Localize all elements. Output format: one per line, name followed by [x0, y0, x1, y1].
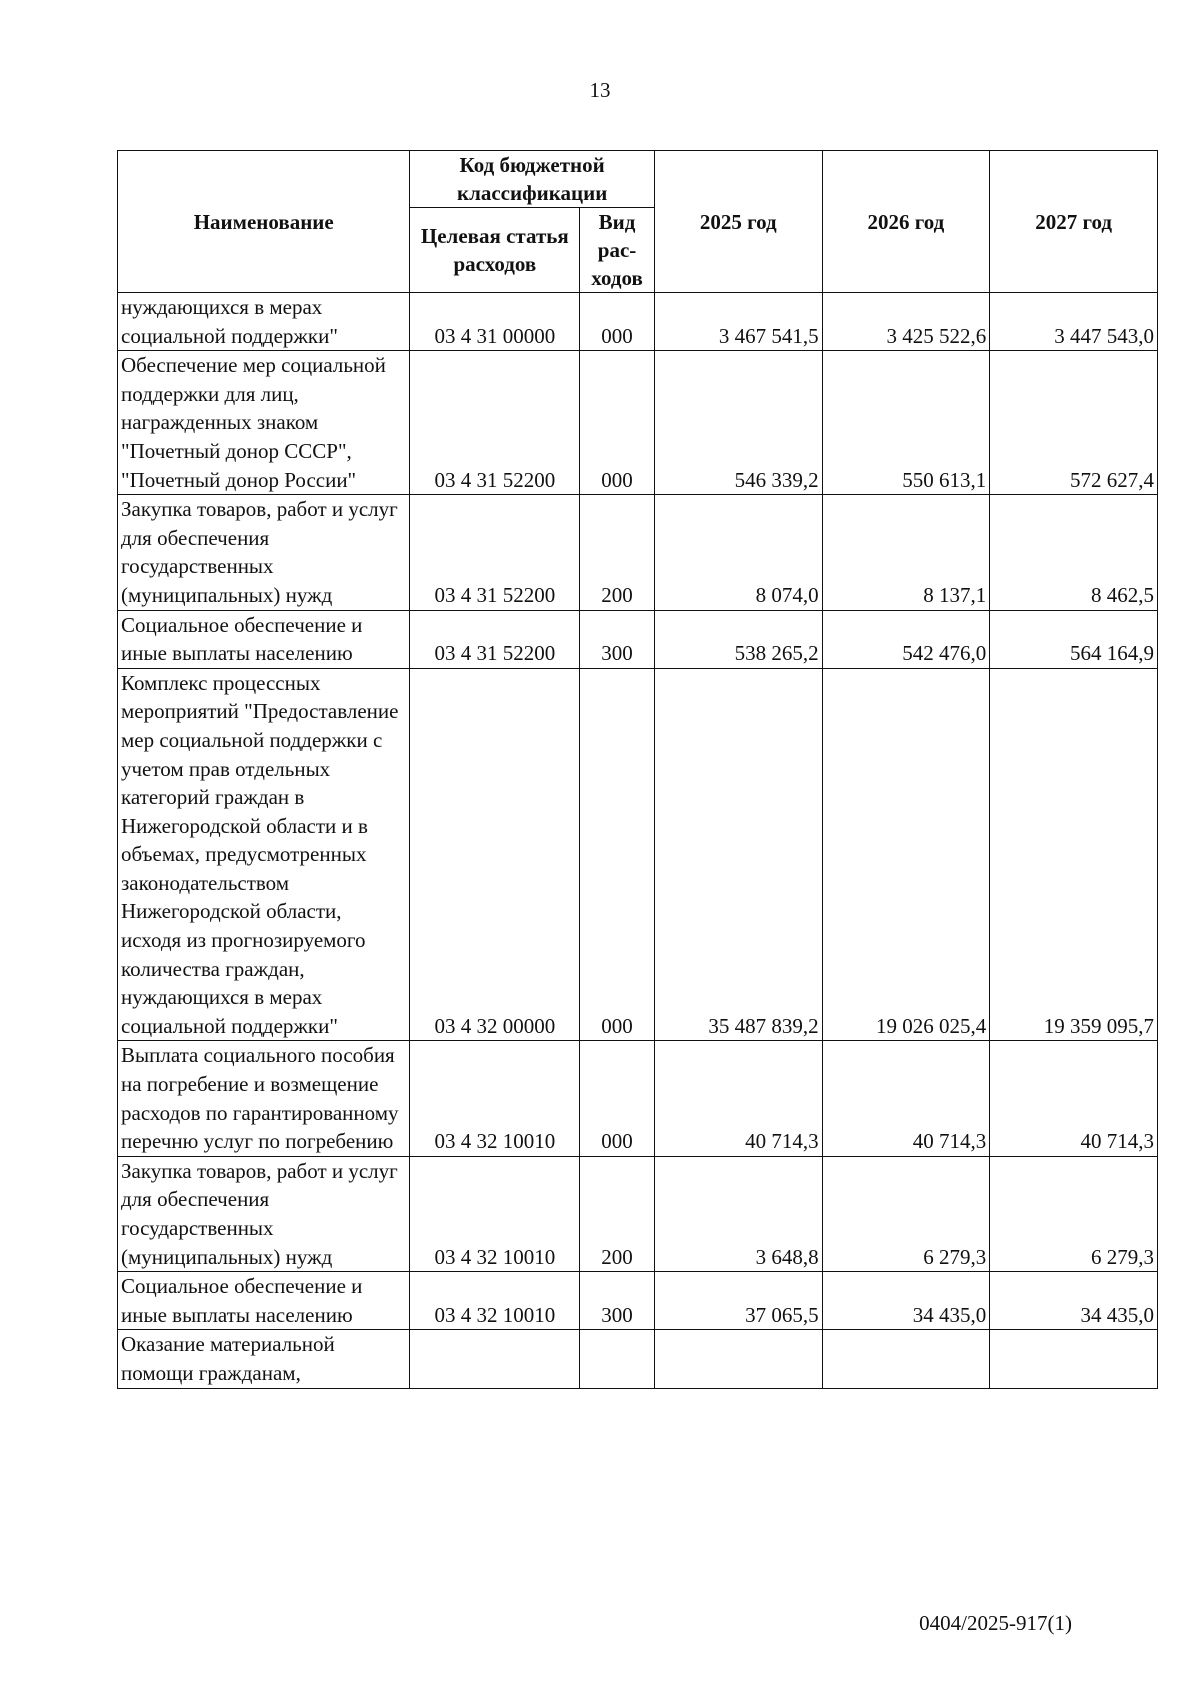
row-target-article-cell: 03 4 31 52200 — [410, 351, 580, 495]
row-expense-type-cell: 200 — [580, 1156, 655, 1271]
table-row — [118, 1330, 1158, 1388]
row-name-cell: Выплата социального пособия на погребение и возмещение расходов по гарантированному перечню услуг по погребению — [118, 1041, 410, 1156]
row-name-cell: Комплекс процессных мероприятий "Предоставление мер социальной поддержки с учетом прав отдельных категорий граждан в Нижегородской области и в объемах, предусмотренных законодательством Нижегородской области, исходя из прогнозируемого количества граждан, нуждающихся в мерах социальной поддержки" — [118, 668, 410, 1041]
row-2027-cell: 34 435,0 — [990, 1272, 1158, 1330]
row-2025-cell: 37 065,5 — [654, 1272, 822, 1330]
row-2027-cell: 19 359 095,7 — [990, 668, 1158, 1041]
row-expense-type-cell — [580, 1330, 655, 1388]
row-expense-type-cell: 000 — [580, 668, 655, 1041]
table-row — [118, 1041, 1158, 1156]
row-expense-type-cell: 300 — [580, 1272, 655, 1330]
row-name-cell: Обеспечение мер социальной поддержки для лиц, награжденных знаком "Почетный донор СССР", "Почетный донор России" — [118, 351, 410, 495]
row-2026-cell — [822, 1330, 990, 1388]
table-row — [118, 495, 1158, 610]
header-expense-type: Вид рас-ходов — [580, 208, 655, 293]
header-2026: 2026 год — [822, 151, 990, 293]
row-2025-cell — [654, 1330, 822, 1388]
row-2027-cell: 564 164,9 — [990, 610, 1158, 668]
row-name-cell: Оказание материальной помощи гражданам, — [118, 1330, 410, 1388]
row-2027-cell — [990, 1330, 1158, 1388]
table-row — [118, 293, 1158, 351]
row-expense-type-cell: 000 — [580, 351, 655, 495]
row-target-article-cell — [410, 1330, 580, 1388]
row-target-article-cell: 03 4 31 52200 — [410, 495, 580, 610]
header-name: Наименование — [118, 151, 410, 293]
row-2027-cell: 40 714,3 — [990, 1041, 1158, 1156]
row-target-article-cell: 03 4 32 10010 — [410, 1272, 580, 1330]
row-2025-cell: 3 648,8 — [654, 1156, 822, 1271]
header-2027: 2027 год — [990, 151, 1158, 293]
row-2025-cell: 546 339,2 — [654, 351, 822, 495]
row-2027-cell: 6 279,3 — [990, 1156, 1158, 1271]
row-2026-cell: 6 279,3 — [822, 1156, 990, 1271]
row-2026-cell: 34 435,0 — [822, 1272, 990, 1330]
row-2027-cell: 8 462,5 — [990, 495, 1158, 610]
row-target-article-cell: 03 4 32 10010 — [410, 1041, 580, 1156]
page-number: 13 — [589, 78, 611, 102]
header-kbk-group: Код бюджетной классификации — [410, 151, 654, 208]
row-name-cell: Социальное обеспечение и иные выплаты населению — [118, 610, 410, 668]
row-2025-cell: 35 487 839,2 — [654, 668, 822, 1041]
row-2027-cell: 3 447 543,0 — [990, 293, 1158, 351]
table-row — [118, 351, 1158, 495]
table-row — [118, 668, 1158, 1041]
row-name-cell: Закупка товаров, работ и услуг для обеспечения государственных (муниципальных) нужд — [118, 495, 410, 610]
row-target-article-cell: 03 4 32 00000 — [410, 668, 580, 1041]
row-name-cell: нуждающихся в мерах социальной поддержки" — [118, 293, 410, 351]
row-target-article-cell: 03 4 31 00000 — [410, 293, 580, 351]
row-2025-cell: 538 265,2 — [654, 610, 822, 668]
table-header — [118, 151, 1158, 293]
row-2026-cell: 19 026 025,4 — [822, 668, 990, 1041]
row-name-cell: Закупка товаров, работ и услуг для обеспечения государственных (муниципальных) нужд — [118, 1156, 410, 1271]
table-body — [118, 293, 1158, 1389]
row-2025-cell: 3 467 541,5 — [654, 293, 822, 351]
row-2026-cell: 8 137,1 — [822, 495, 990, 610]
row-target-article-cell: 03 4 31 52200 — [410, 610, 580, 668]
table-row — [118, 1156, 1158, 1271]
row-target-article-cell: 03 4 32 10010 — [410, 1156, 580, 1271]
row-expense-type-cell: 300 — [580, 610, 655, 668]
table-row — [118, 1272, 1158, 1330]
row-2026-cell: 3 425 522,6 — [822, 293, 990, 351]
row-2026-cell: 550 613,1 — [822, 351, 990, 495]
document-code: 0404/2025-917(1) — [919, 1611, 1072, 1635]
row-2025-cell: 8 074,0 — [654, 495, 822, 610]
row-name-cell: Социальное обеспечение и иные выплаты населению — [118, 1272, 410, 1330]
table-row — [118, 610, 1158, 668]
row-expense-type-cell: 000 — [580, 1041, 655, 1156]
budget-table — [117, 150, 1158, 1389]
row-expense-type-cell: 200 — [580, 495, 655, 610]
row-2027-cell: 572 627,4 — [990, 351, 1158, 495]
row-2025-cell: 40 714,3 — [654, 1041, 822, 1156]
header-2025: 2025 год — [654, 151, 822, 293]
row-2026-cell: 542 476,0 — [822, 610, 990, 668]
header-target-article: Целевая статья расходов — [410, 208, 580, 293]
row-expense-type-cell: 000 — [580, 293, 655, 351]
row-2026-cell: 40 714,3 — [822, 1041, 990, 1156]
